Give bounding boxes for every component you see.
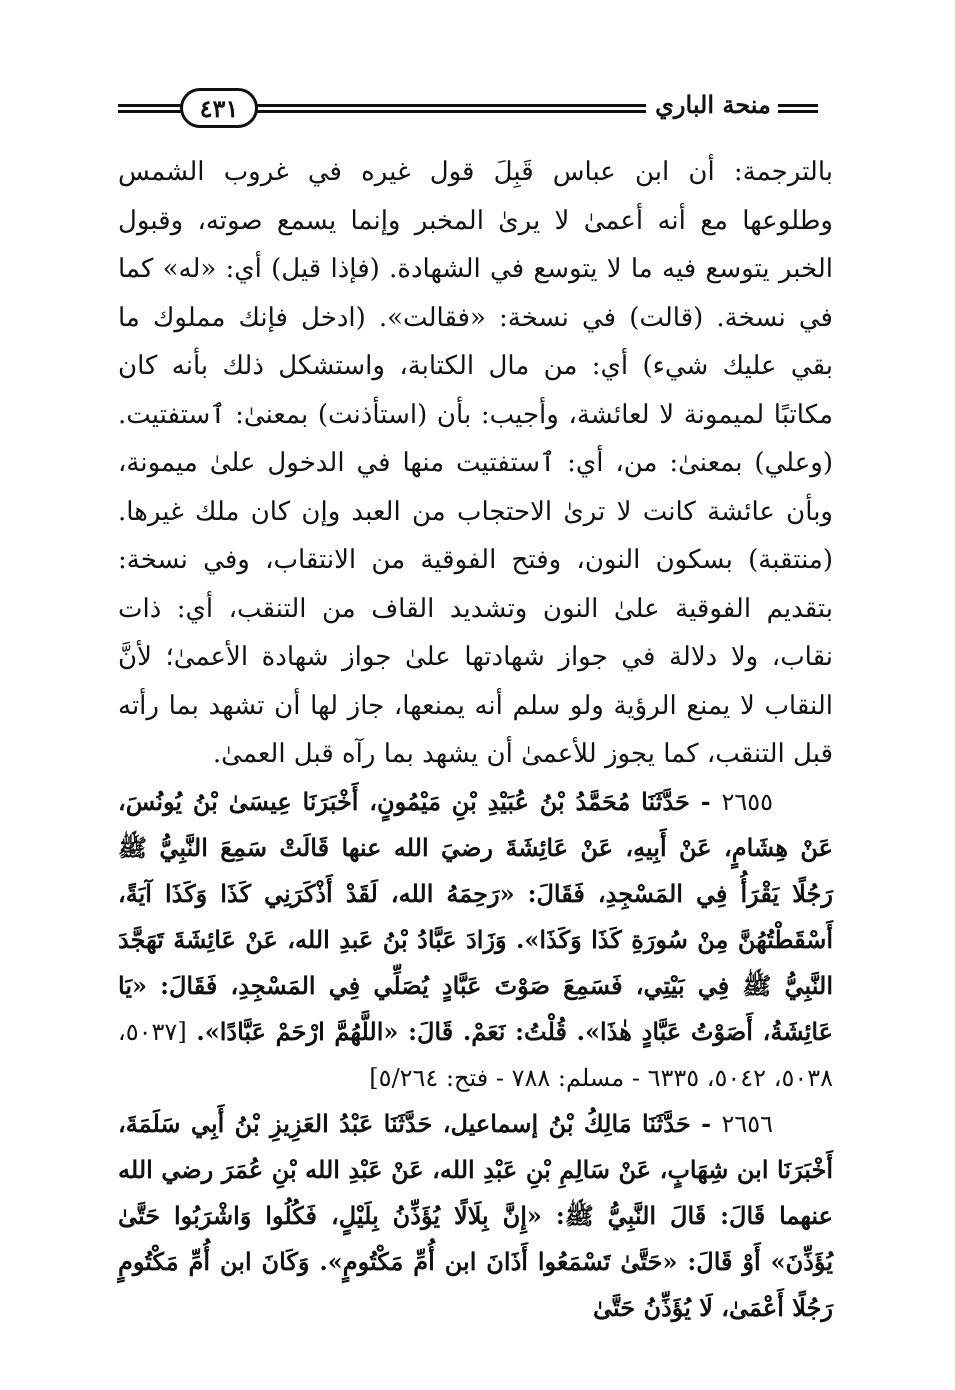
- hadith-2655: [118, 779, 833, 1101]
- hadith-number: ٢٦٥٦: [721, 1109, 773, 1138]
- header-rule-right: [248, 104, 646, 118]
- hadith-2656: [118, 1101, 833, 1331]
- hadith-number: ٢٦٥٥: [721, 787, 773, 816]
- hadith-text: - حَدَّثَنَا مَالِكُ بْنُ إسماعيل، حَدَّثَنَا عَبْدُ العَزِيزِ بْنُ أَبِي سَلَمَةَ، أَخْبَرَنَا ابن شِهَابٍ، عَنْ سَالِمِ بْنِ عَبْدِ الله، عَنْ عَبْدِ الله بْنِ عُمَرَ رضي الله عنهما قَالَ: قَالَ النَّبِيُّ ﷺ: «إِنَّ بِلَالًا يُؤَذِّنُ بِلَيْلٍ، فَكُلُوا وَاشْرَبُوا حَتَّىٰ يُؤَذِّنَ» أَوْ قَالَ: «حَتَّىٰ تَسْمَعُوا أَذَانَ ابن أُمِّ مَكْتُومٍ». وَكَانَ ابن أُمِّ مَكْتُومٍ رَجُلًا أَعْمَىٰ، لَا يُؤَذِّنُ حَتَّىٰ: [118, 1108, 833, 1322]
- page-number: ٤٣١: [180, 88, 258, 128]
- book-title: منحة الباري: [655, 90, 771, 119]
- page-header: [118, 84, 828, 134]
- header-rule-left: [118, 104, 188, 118]
- page-body: [118, 148, 833, 1331]
- hadith-text: - حَدَّثَنَا مُحَمَّدُ بْنُ عُبَيْدِ بْنِ مَيْمُونٍ، أَخْبَرَنَا عِيسَىٰ بْنُ يُونُسَ، عَنْ هِشَامٍ، عَنْ أَبِيهِ، عَنْ عَائِشَةَ رضيَ الله عنها قَالَتْ سَمِعَ النَّبِيُّ ﷺ رَجُلًا يَقْرَأُ فِي المَسْجِدِ، فَقَالَ: «رَحِمَهُ الله، لَقَدْ أَذْكَرَنِي كَذَا وَكَذَا آيَةً، أَسْقَطْتُهُنَّ مِنْ سُورَةِ كَذَا وَكَذَا». وَزَادَ عَبَّادُ بْنُ عَبدِ الله، عَنْ عَائِشَةَ تَهَجَّدَ النَّبِيُّ ﷺ فِي بَيْتِي، فَسَمِعَ صَوْتَ عَبَّادٍ يُصَلِّي فِي المَسْجِدِ، فَقَالَ: «يَا عَائِشَةُ، أَصَوْتُ عَبَّادٍ هٰذَا». قُلْتُ: نَعَمْ. قَالَ: «اللَّهُمَّ ارْحَمْ عَبَّادًا».: [118, 786, 833, 1046]
- commentary-paragraph: بالترجمة: أن ابن عباس قَبِلَ قول غيره في غروب الشمس وطلوعها مع أنه أعمىٰ لا يرىٰ المخبر وإنما يسمع صوته، وقبول الخبر يتوسع فيه ما لا يتوسع في الشهادة. (فإذا قيل) أي: «له» كما في نسخة. (قالت) في نسخة: «فقالت». (ادخل فإنك مملوك ما بقي عليك شيء) أي: من مال الكتابة، واستشكل ذلك بأنه كان مكاتبًا لميمونة لا لعائشة، وأجيب: بأن (استأذنت) بمعنىٰ: ٱستفتيت. (وعلي) بمعنىٰ: من، أي: ٱستفتيت منها في الدخول علىٰ ميمونة، وبأن عائشة كانت لا ترىٰ الاحتجاب من العبد وإن كان ملك غيرها. (منتقبة) بسكون النون، وفتح الفوقية من الانتقاب، وفي نسخة: بتقديم الفوقية علىٰ النون وتشديد القاف من التنقب، أي: ذات نقاب، ولا دلالة في جواز شهادتها علىٰ جواز شهادة الأعمىٰ؛ لأنَّ النقاب لا يمنع الرؤية ولو سلم أنه يمنعها، جاز لها أن تشهد بما رأته قبل التنقب، كما يجوز للأعمىٰ أن يشهد بما رآه قبل العمىٰ.: [118, 157, 833, 769]
- header-rule-tail: [778, 104, 818, 118]
- hadith-references: [٥٠٣٧، ٥٠٣٨، ٥٠٤٢، ٦٣٣٥ - مسلم: ٧٨٨ - فتح: ٥/٢٦٤]: [118, 1017, 833, 1092]
